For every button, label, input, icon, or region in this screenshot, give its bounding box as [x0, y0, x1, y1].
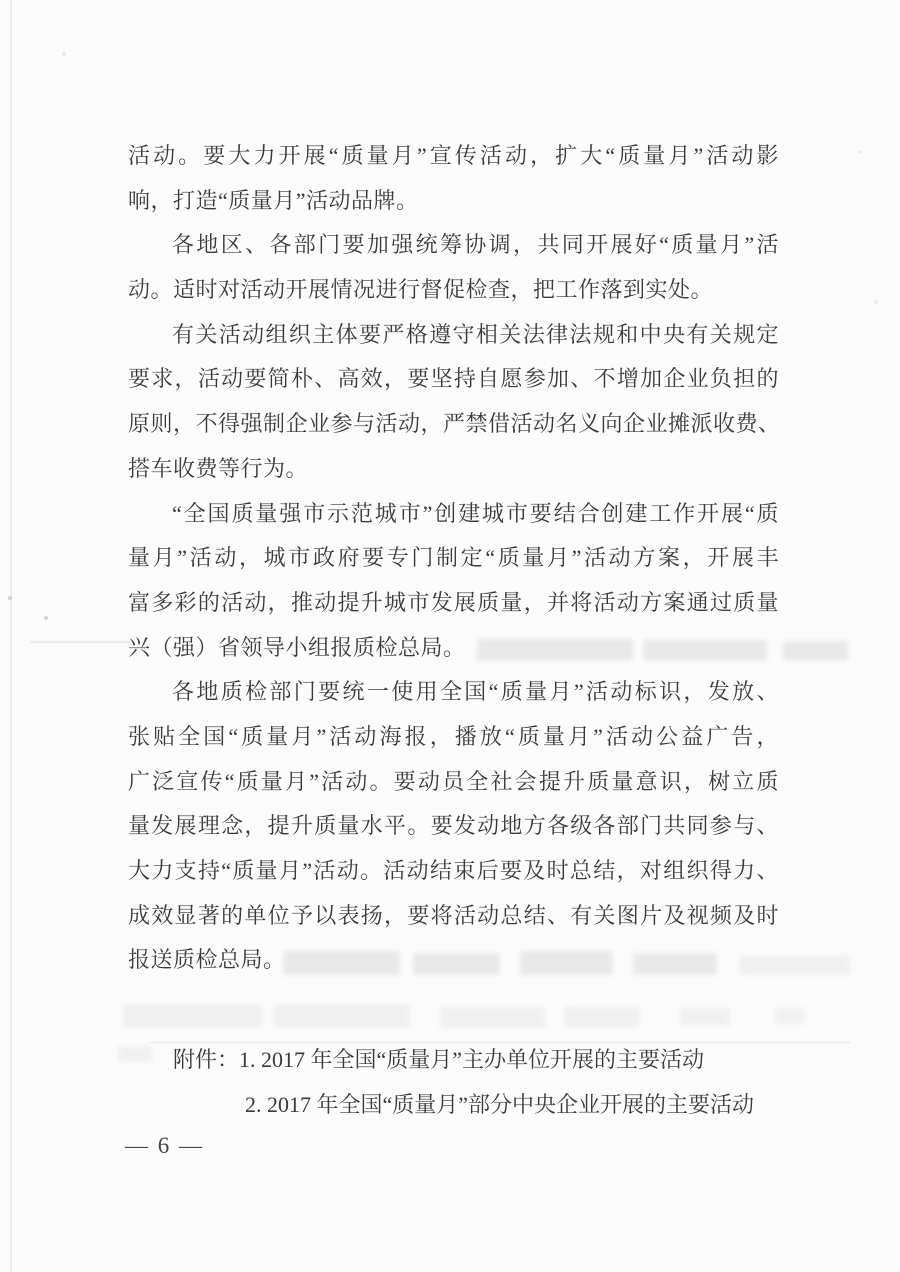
body-text-line: 各地质检部门要统一使用全国“质量月”活动标识，发放、 — [172, 679, 779, 705]
scan-speck — [62, 52, 66, 56]
bleedthrough-smudge — [783, 641, 848, 661]
scan-speck — [858, 150, 862, 154]
body-text-line: 搭车收费等行为。 — [128, 455, 309, 481]
body-text-line: 成效显著的单位予以表扬，要将活动总结、有关图片及视频及时 — [128, 902, 779, 928]
body-text-line: 大力支持“质量月”活动。活动结束后要及时总结，对组织得力、 — [128, 858, 779, 883]
bleedthrough-smudge — [775, 1008, 805, 1024]
attachment-item-1: 附件：1. 2017 年全国“质量月”主办单位开展的主要活动 — [173, 1047, 705, 1073]
body-text-line: 富多彩的活动，推动提升城市发展质量，并将活动方案通过质量 — [128, 589, 779, 615]
page-number: — 6 — — [125, 1133, 204, 1158]
body-text-line: 各地区、各部门要加强统筹协调，共同开展好“质量月”活 — [172, 232, 779, 258]
body-text-line: “全国质量强市示范城市”创建城市要结合创建工作开展“质 — [172, 500, 779, 526]
attachment-item-2: 2. 2017 年全国“质量月”部分中央企业开展的主要活动 — [245, 1091, 755, 1117]
body-text-line: 兴（强）省领导小组报质检总局。 — [128, 634, 466, 660]
body-text-line: 动。适时对活动开展情况进行督促检查，把工作落到实处。 — [128, 277, 714, 303]
body-text-line: 报送质检总局。 — [128, 947, 286, 973]
body-text-line: 响，打造“质量月”活动品牌。 — [128, 187, 419, 213]
scan-hairline — [30, 641, 130, 643]
scan-speck — [874, 300, 878, 304]
body-text-line: 广泛宣传“质量月”活动。要动员全社会提升质量意识，树立质 — [128, 768, 779, 794]
body-text-line: 要求，活动要简朴、高效，要坚持自愿参加、不增加企业负担的 — [128, 366, 779, 392]
scan-edge-line — [10, 0, 12, 1272]
body-text-line: 张贴全国“质量月”活动海报，播放“质量月”活动公益广告， — [128, 723, 779, 749]
body-text-line: 原则，不得强制企业参与活动，严禁借活动名义向企业摊派收费、 — [128, 411, 781, 437]
body-text-line: 量发展理念，提升质量水平。要发动地方各级各部门共同参与、 — [128, 813, 779, 839]
scan-speck — [8, 596, 12, 600]
document-body — [128, 134, 779, 1127]
scan-speck — [44, 616, 48, 620]
body-text-line: 活动。要大力开展“质量月”宣传活动，扩大“质量月”活动影 — [128, 143, 779, 168]
body-text-line: 量月”活动，城市政府要专门制定“质量月”活动方案，开展丰 — [128, 545, 779, 571]
attachment-list — [128, 1038, 779, 1127]
body-text-line: 有关活动组织主体要严格遵守相关法律法规和中央有关规定 — [172, 321, 779, 347]
